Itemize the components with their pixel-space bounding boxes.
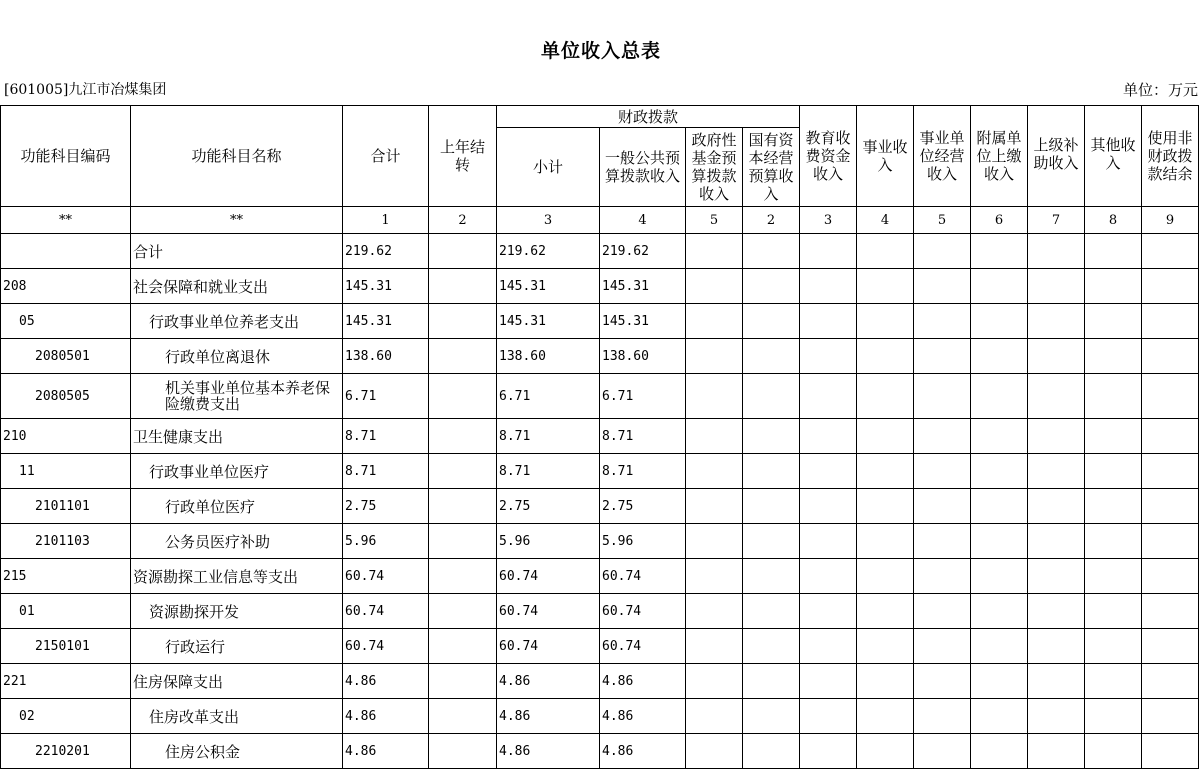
empty-cell xyxy=(1028,269,1085,304)
empty-cell xyxy=(1142,734,1199,769)
empty-cell xyxy=(971,664,1028,699)
empty-cell xyxy=(971,734,1028,769)
empty-cell xyxy=(857,234,914,269)
total-cell: 60.74 xyxy=(343,629,429,664)
table-row xyxy=(1,269,1199,304)
empty-cell xyxy=(800,699,857,734)
total-cell: 4.86 xyxy=(343,664,429,699)
empty-cell xyxy=(1028,339,1085,374)
header-affiliated: 附属单位上缴收入 xyxy=(971,106,1028,207)
empty-cell xyxy=(686,699,743,734)
empty-cell xyxy=(1085,489,1142,524)
empty-cell xyxy=(686,629,743,664)
empty-cell xyxy=(971,339,1028,374)
empty-cell xyxy=(971,419,1028,454)
page-title: 单位收入总表 xyxy=(540,40,661,62)
subtotal-cell: 60.74 xyxy=(497,629,600,664)
total-cell: 145.31 xyxy=(343,304,429,339)
empty-cell xyxy=(743,339,800,374)
empty-cell xyxy=(857,524,914,559)
empty-cell xyxy=(686,374,743,419)
header-gov-fund: 政府性基金预算拨款收入 xyxy=(686,128,743,207)
total-cell: 60.74 xyxy=(343,594,429,629)
index-cell: 2 xyxy=(743,207,800,234)
index-cell: 3 xyxy=(497,207,600,234)
empty-cell xyxy=(971,489,1028,524)
total-cell: 5.96 xyxy=(343,524,429,559)
empty-cell xyxy=(971,524,1028,559)
name-cell: 行政单位医疗 xyxy=(131,489,343,524)
empty-cell xyxy=(914,454,971,489)
general-cell: 60.74 xyxy=(600,629,686,664)
empty-cell xyxy=(800,374,857,419)
total-cell: 8.71 xyxy=(343,419,429,454)
empty-cell xyxy=(800,524,857,559)
name-cell: 行政事业单位医疗 xyxy=(131,454,343,489)
name-cell: 住房公积金 xyxy=(131,734,343,769)
name-cell: 行政运行 xyxy=(131,629,343,664)
subtotal-cell: 219.62 xyxy=(497,234,600,269)
empty-cell xyxy=(1142,374,1199,419)
empty-cell xyxy=(1085,629,1142,664)
subtotal-cell: 6.71 xyxy=(497,374,600,419)
empty-cell xyxy=(800,734,857,769)
general-cell: 2.75 xyxy=(600,489,686,524)
index-cell: 4 xyxy=(600,207,686,234)
header-total: 合计 xyxy=(343,106,429,207)
carryover-cell xyxy=(429,489,497,524)
empty-cell xyxy=(1142,664,1199,699)
subtotal-cell: 60.74 xyxy=(497,594,600,629)
carryover-cell xyxy=(429,559,497,594)
general-cell: 145.31 xyxy=(600,304,686,339)
empty-cell xyxy=(1085,234,1142,269)
empty-cell xyxy=(1028,489,1085,524)
empty-cell xyxy=(1085,594,1142,629)
table-row xyxy=(1,664,1199,699)
empty-cell xyxy=(743,454,800,489)
general-cell: 60.74 xyxy=(600,594,686,629)
empty-cell xyxy=(1028,559,1085,594)
code-cell: 208 xyxy=(1,269,131,304)
subtotal-cell: 145.31 xyxy=(497,304,600,339)
empty-cell xyxy=(857,339,914,374)
empty-cell xyxy=(1142,419,1199,454)
total-cell: 4.86 xyxy=(343,699,429,734)
empty-cell xyxy=(1142,489,1199,524)
empty-cell xyxy=(857,419,914,454)
empty-cell xyxy=(800,454,857,489)
carryover-cell xyxy=(429,629,497,664)
empty-cell xyxy=(1028,629,1085,664)
general-cell: 4.86 xyxy=(600,734,686,769)
code-cell: 2210201 xyxy=(1,734,131,769)
empty-cell xyxy=(971,454,1028,489)
code-cell: 2101101 xyxy=(1,489,131,524)
code-cell: 210 xyxy=(1,419,131,454)
table-row xyxy=(1,234,1199,269)
code-cell: 2080501 xyxy=(1,339,131,374)
subtotal-cell: 60.74 xyxy=(497,559,600,594)
empty-cell xyxy=(971,559,1028,594)
empty-cell xyxy=(971,374,1028,419)
code-cell: 02 xyxy=(1,699,131,734)
empty-cell xyxy=(743,699,800,734)
name-cell: 合计 xyxy=(131,234,343,269)
header-fiscal: 财政拨款 xyxy=(497,106,800,128)
empty-cell xyxy=(1142,524,1199,559)
table-row xyxy=(1,454,1199,489)
index-row xyxy=(1,207,1199,234)
general-cell: 145.31 xyxy=(600,269,686,304)
empty-cell xyxy=(743,489,800,524)
empty-cell xyxy=(1085,419,1142,454)
header-business: 事业收入 xyxy=(857,106,914,207)
empty-cell xyxy=(857,489,914,524)
index-cell: 7 xyxy=(1028,207,1085,234)
unit-name: [601005]九江市冶煤集团 xyxy=(4,82,167,98)
empty-cell xyxy=(686,664,743,699)
empty-cell xyxy=(686,594,743,629)
name-cell: 资源勘探工业信息等支出 xyxy=(131,559,343,594)
empty-cell xyxy=(1028,734,1085,769)
empty-cell xyxy=(800,269,857,304)
empty-cell xyxy=(800,664,857,699)
empty-cell xyxy=(1142,454,1199,489)
empty-cell xyxy=(971,269,1028,304)
empty-cell xyxy=(1142,594,1199,629)
empty-cell xyxy=(1142,234,1199,269)
subtotal-cell: 5.96 xyxy=(497,524,600,559)
empty-cell xyxy=(914,734,971,769)
code-cell: 2150101 xyxy=(1,629,131,664)
empty-cell xyxy=(1085,734,1142,769)
income-summary-table xyxy=(0,105,1199,769)
table-row xyxy=(1,524,1199,559)
empty-cell xyxy=(914,489,971,524)
empty-cell xyxy=(971,304,1028,339)
empty-cell xyxy=(971,234,1028,269)
code-cell: 2101103 xyxy=(1,524,131,559)
index-cell: 2 xyxy=(429,207,497,234)
empty-cell xyxy=(800,594,857,629)
header-carryover: 上年结转 xyxy=(429,106,497,207)
empty-cell xyxy=(1142,559,1199,594)
total-cell: 60.74 xyxy=(343,559,429,594)
empty-cell xyxy=(800,304,857,339)
empty-cell xyxy=(743,269,800,304)
total-cell: 4.86 xyxy=(343,734,429,769)
carryover-cell xyxy=(429,524,497,559)
empty-cell xyxy=(1142,629,1199,664)
index-cell: 5 xyxy=(914,207,971,234)
empty-cell xyxy=(686,339,743,374)
subtotal-cell: 8.71 xyxy=(497,454,600,489)
name-cell: 资源勘探开发 xyxy=(131,594,343,629)
empty-cell xyxy=(1142,269,1199,304)
name-cell: 行政单位离退休 xyxy=(131,339,343,374)
empty-cell xyxy=(686,269,743,304)
empty-cell xyxy=(743,594,800,629)
empty-cell xyxy=(743,419,800,454)
index-cell: 4 xyxy=(857,207,914,234)
carryover-cell xyxy=(429,664,497,699)
empty-cell xyxy=(1085,269,1142,304)
table-row xyxy=(1,489,1199,524)
empty-cell xyxy=(1085,374,1142,419)
empty-cell xyxy=(857,454,914,489)
total-cell: 2.75 xyxy=(343,489,429,524)
total-cell: 145.31 xyxy=(343,269,429,304)
index-cell: 8 xyxy=(1085,207,1142,234)
empty-cell xyxy=(686,559,743,594)
empty-cell xyxy=(914,304,971,339)
index-cell: 1 xyxy=(343,207,429,234)
empty-cell xyxy=(1142,304,1199,339)
empty-cell xyxy=(1028,699,1085,734)
empty-cell xyxy=(686,524,743,559)
name-cell: 机关事业单位基本养老保险缴费支出 xyxy=(131,374,343,419)
empty-cell xyxy=(800,339,857,374)
empty-cell xyxy=(914,374,971,419)
empty-cell xyxy=(1085,699,1142,734)
index-cell: 5 xyxy=(686,207,743,234)
index-cell: ** xyxy=(1,207,131,234)
empty-cell xyxy=(914,559,971,594)
empty-cell xyxy=(971,629,1028,664)
carryover-cell xyxy=(429,339,497,374)
empty-cell xyxy=(857,304,914,339)
empty-cell xyxy=(1085,664,1142,699)
code-cell: 215 xyxy=(1,559,131,594)
carryover-cell xyxy=(429,234,497,269)
empty-cell xyxy=(686,419,743,454)
empty-cell xyxy=(1085,524,1142,559)
table-row xyxy=(1,304,1199,339)
table-row xyxy=(1,559,1199,594)
empty-cell xyxy=(914,234,971,269)
empty-cell xyxy=(743,629,800,664)
empty-cell xyxy=(1028,419,1085,454)
index-cell: 3 xyxy=(800,207,857,234)
empty-cell xyxy=(1085,304,1142,339)
code-cell: 2080505 xyxy=(1,374,131,419)
general-cell: 4.86 xyxy=(600,699,686,734)
general-cell: 6.71 xyxy=(600,374,686,419)
empty-cell xyxy=(800,234,857,269)
name-cell: 住房保障支出 xyxy=(131,664,343,699)
total-cell: 138.60 xyxy=(343,339,429,374)
carryover-cell xyxy=(429,454,497,489)
unit-label: 单位：万元 xyxy=(1122,81,1198,99)
empty-cell xyxy=(800,629,857,664)
name-cell: 行政事业单位养老支出 xyxy=(131,304,343,339)
name-cell: 住房改革支出 xyxy=(131,699,343,734)
general-cell: 219.62 xyxy=(600,234,686,269)
general-cell: 138.60 xyxy=(600,339,686,374)
carryover-cell xyxy=(429,304,497,339)
empty-cell xyxy=(914,664,971,699)
empty-cell xyxy=(914,419,971,454)
empty-cell xyxy=(1142,699,1199,734)
empty-cell xyxy=(914,339,971,374)
empty-cell xyxy=(914,269,971,304)
general-cell: 5.96 xyxy=(600,524,686,559)
empty-cell xyxy=(1085,454,1142,489)
empty-cell xyxy=(743,664,800,699)
header-subtotal: 小计 xyxy=(497,128,600,207)
total-cell: 219.62 xyxy=(343,234,429,269)
empty-cell xyxy=(914,524,971,559)
header-non-fiscal: 使用非财政拨款结余 xyxy=(1142,106,1199,207)
empty-cell xyxy=(1028,234,1085,269)
empty-cell xyxy=(800,419,857,454)
header-superior: 上级补助收入 xyxy=(1028,106,1085,207)
empty-cell xyxy=(914,594,971,629)
index-cell: 9 xyxy=(1142,207,1199,234)
total-cell: 8.71 xyxy=(343,454,429,489)
empty-cell xyxy=(1142,339,1199,374)
empty-cell xyxy=(1028,374,1085,419)
carryover-cell xyxy=(429,269,497,304)
table-row xyxy=(1,629,1199,664)
empty-cell xyxy=(743,524,800,559)
table-row xyxy=(1,594,1199,629)
header-operating: 事业单位经营收入 xyxy=(914,106,971,207)
empty-cell xyxy=(1028,454,1085,489)
subtotal-cell: 4.86 xyxy=(497,664,600,699)
empty-cell xyxy=(686,234,743,269)
general-cell: 8.71 xyxy=(600,454,686,489)
general-cell: 8.71 xyxy=(600,419,686,454)
empty-cell xyxy=(914,699,971,734)
subtotal-cell: 4.86 xyxy=(497,734,600,769)
code-cell: 221 xyxy=(1,664,131,699)
empty-cell xyxy=(971,699,1028,734)
empty-cell xyxy=(857,594,914,629)
empty-cell xyxy=(686,489,743,524)
empty-cell xyxy=(1028,304,1085,339)
table-row xyxy=(1,734,1199,769)
header-other: 其他收入 xyxy=(1085,106,1142,207)
empty-cell xyxy=(1028,524,1085,559)
subtotal-cell: 4.86 xyxy=(497,699,600,734)
empty-cell xyxy=(857,374,914,419)
empty-cell xyxy=(914,629,971,664)
empty-cell xyxy=(743,234,800,269)
carryover-cell xyxy=(429,734,497,769)
carryover-cell xyxy=(429,699,497,734)
empty-cell xyxy=(857,664,914,699)
table-row xyxy=(1,419,1199,454)
empty-cell xyxy=(857,699,914,734)
carryover-cell xyxy=(429,594,497,629)
empty-cell xyxy=(857,734,914,769)
index-cell: 6 xyxy=(971,207,1028,234)
name-cell: 社会保障和就业支出 xyxy=(131,269,343,304)
empty-cell xyxy=(743,734,800,769)
empty-cell xyxy=(743,304,800,339)
empty-cell xyxy=(743,374,800,419)
code-cell: 05 xyxy=(1,304,131,339)
total-cell: 6.71 xyxy=(343,374,429,419)
empty-cell xyxy=(686,304,743,339)
empty-cell xyxy=(971,594,1028,629)
subtotal-cell: 138.60 xyxy=(497,339,600,374)
code-cell xyxy=(1,234,131,269)
empty-cell xyxy=(686,734,743,769)
header-general: 一般公共预算拨款收入 xyxy=(600,128,686,207)
empty-cell xyxy=(800,559,857,594)
general-cell: 60.74 xyxy=(600,559,686,594)
empty-cell xyxy=(857,629,914,664)
empty-cell xyxy=(686,454,743,489)
empty-cell xyxy=(1028,594,1085,629)
header-edu-fee: 教育收费资金收入 xyxy=(800,106,857,207)
empty-cell xyxy=(1085,559,1142,594)
subtotal-cell: 145.31 xyxy=(497,269,600,304)
header-code: 功能科目编码 xyxy=(1,106,131,207)
table-row xyxy=(1,374,1199,419)
header-state-capital: 国有资本经营预算收入 xyxy=(743,128,800,207)
general-cell: 4.86 xyxy=(600,664,686,699)
code-cell: 01 xyxy=(1,594,131,629)
code-cell: 11 xyxy=(1,454,131,489)
empty-cell xyxy=(800,489,857,524)
empty-cell xyxy=(743,559,800,594)
empty-cell xyxy=(857,269,914,304)
empty-cell xyxy=(857,559,914,594)
index-cell: ** xyxy=(131,207,343,234)
subtotal-cell: 2.75 xyxy=(497,489,600,524)
empty-cell xyxy=(1085,339,1142,374)
name-cell: 卫生健康支出 xyxy=(131,419,343,454)
carryover-cell xyxy=(429,419,497,454)
table-row xyxy=(1,699,1199,734)
subtotal-cell: 8.71 xyxy=(497,419,600,454)
empty-cell xyxy=(1028,664,1085,699)
carryover-cell xyxy=(429,374,497,419)
name-cell: 公务员医疗补助 xyxy=(131,524,343,559)
table-row xyxy=(1,339,1199,374)
header-name: 功能科目名称 xyxy=(131,106,343,207)
